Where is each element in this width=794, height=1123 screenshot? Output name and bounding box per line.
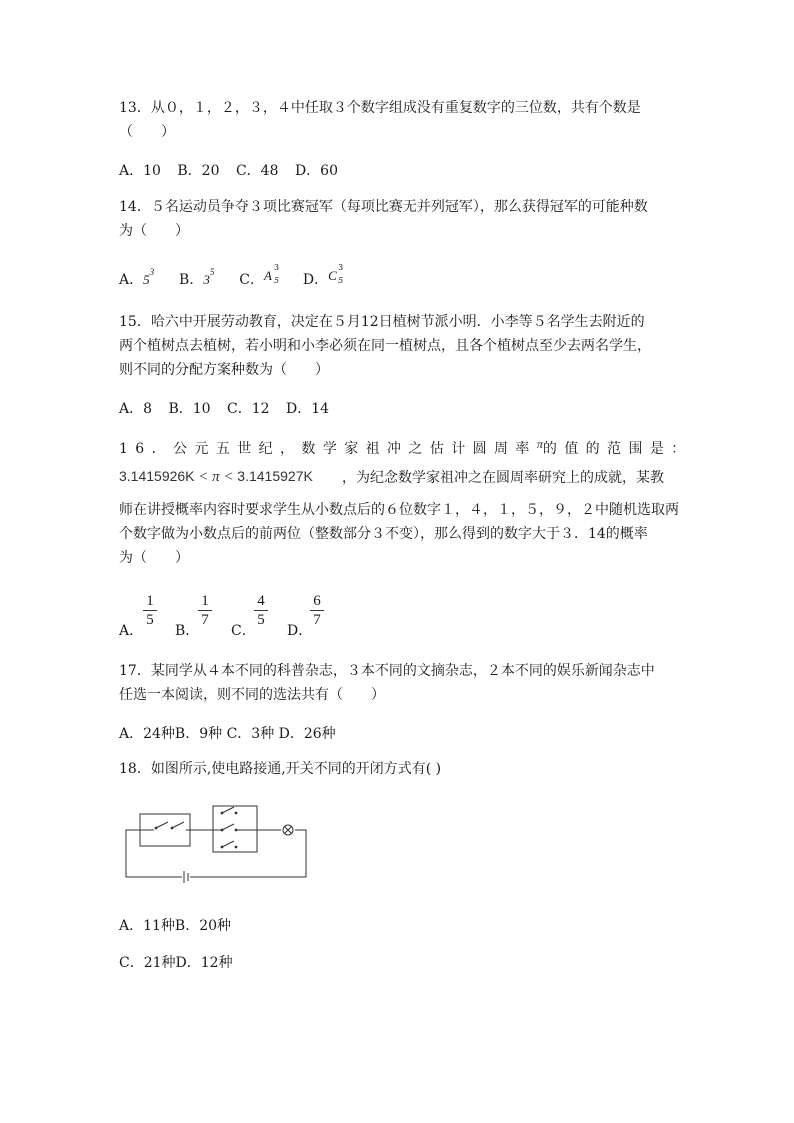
q16-option-b — [198, 592, 212, 629]
q14-option-b — [179, 267, 219, 288]
q14-option-b-exp: 5 — [209, 267, 215, 277]
q15-option-a: A．8 — [119, 401, 153, 417]
q16-stem-line1-start: 16．公元五世纪，数学家祖冲之估计圆周率 — [119, 441, 537, 457]
circuit-wire-left — [126, 830, 182, 877]
q16-ineq-right: 3.1415927K — [237, 468, 313, 484]
q14-option-c-permutation — [263, 263, 282, 288]
switch-pivot — [221, 829, 224, 832]
circuit-wire-right — [190, 830, 306, 877]
q16-option-b-denominator: 7 — [201, 612, 209, 628]
switch-pivot — [155, 827, 158, 830]
q15-option-c: C．12 — [227, 401, 270, 417]
q13-stem-line2: （ ） — [119, 124, 175, 140]
q15-option-b: B．10 — [168, 401, 211, 417]
q16-stem-line4: 个数字做为小数点后的前两位（整数部分３不变），那么得到的数字大于３．14的概率 — [119, 526, 648, 542]
q16-option-a — [143, 592, 157, 629]
q16-option-a-label: A． — [119, 623, 144, 639]
q14-option-d-label: D． — [302, 272, 329, 288]
q14-option-c-sub: 5 — [273, 276, 280, 285]
q16-option-a-numerator: 1 — [143, 592, 157, 611]
q16-stem-line1 — [119, 434, 693, 459]
q15-stem-line1: 15．哈六中开展劳动教育，决定在５月12日植树节派小明．小李等５名学生去附近的 — [119, 314, 645, 330]
q16-pi-symbol: π — [536, 437, 543, 451]
q16-option-c — [254, 592, 268, 629]
switch-2b-blade — [222, 824, 234, 830]
q16-option-b-numerator: 1 — [198, 592, 212, 611]
q14-option-c-sup: 3 — [273, 263, 280, 272]
switch-1b-blade — [172, 822, 184, 828]
q14-option-c-symbol: A — [263, 268, 272, 283]
switch-pivot — [221, 812, 224, 815]
q14-options — [119, 263, 346, 289]
q13-option-c: C．48 — [235, 163, 279, 179]
q16-stem-line2: ，为纪念数学家祖冲之在圆周率研究上的成就，某教 — [342, 470, 664, 486]
q16-option-c-numerator: 4 — [254, 592, 268, 611]
q16-option-b-label: B． — [175, 623, 200, 639]
switch-contact — [235, 829, 238, 832]
switch-2c-blade — [222, 841, 234, 847]
q15-stem-line3: 则不同的分配方案种数为（ ） — [119, 362, 329, 378]
q18-stem-line1: 18．如图所示,使电路接通,开关不同的开闭方式有( ) — [119, 761, 442, 777]
q17-stem-line2: 任选一本阅读，则不同的选法共有（ ） — [119, 687, 385, 703]
q18-options-row2: C．21种D．12种 — [119, 955, 233, 971]
q16-option-a-denominator: 5 — [146, 612, 154, 628]
q14-option-d-symbol: C — [328, 268, 337, 283]
switch-2a-blade — [222, 807, 234, 813]
q15-stem-line2: 两个植树点去植树，若小明和小李必须在同一植树点，且各个植树点至少去两名学生， — [119, 338, 651, 354]
q17-stem-line1: 17．某同学从４本不同的科普杂志，３本不同的文摘杂志，２本不同的娱乐新闻杂志中 — [119, 663, 655, 679]
q13-option-b: B．20 — [177, 163, 220, 179]
q14-option-c-label: C． — [239, 272, 264, 288]
q13-stem-line1: 13．从０，１，２，３，４中任取３个数字组成没有重复数字的三位数，共有个数是 — [119, 100, 641, 116]
q14-option-d-sup: 3 — [338, 263, 344, 272]
q15-option-d: D．14 — [286, 401, 330, 417]
q16-pi-inequality — [119, 468, 313, 486]
q16-stem-line1-end: 的值的范围是： — [542, 441, 693, 457]
q15-options — [119, 398, 341, 418]
q13-option-a: A．10 — [119, 163, 161, 179]
q16-ineq-left: 3.1415926K — [119, 468, 195, 484]
switch-pivot — [171, 827, 174, 830]
q18-options-row1: A．11种B．20种 — [119, 918, 232, 934]
q14-option-c — [239, 263, 286, 288]
q16-option-d — [310, 592, 324, 629]
q14-option-b-label: B． — [179, 272, 204, 288]
switch-1a-blade — [156, 822, 168, 828]
q14-option-a-base: 5 — [143, 272, 150, 287]
switch-contact — [235, 846, 238, 849]
switch-pivot — [221, 846, 224, 849]
q16-option-d-numerator: 6 — [310, 592, 324, 611]
q16-option-d-label: D． — [287, 623, 313, 639]
q17-options: A．24种B．9种 C．3种 D．26种 — [119, 726, 336, 742]
circuit-diagram — [118, 800, 318, 888]
q16-option-c-label: C． — [231, 623, 256, 639]
q14-stem-line2: 为（ ） — [119, 223, 189, 239]
q14-option-a — [119, 267, 159, 288]
q14-option-b-base: 3 — [203, 272, 210, 287]
q16-stem-line5: 为（ ） — [119, 550, 189, 566]
q14-option-d-sub: 5 — [338, 276, 344, 285]
q14-option-a-exp: 3 — [149, 267, 155, 277]
q14-option-d — [302, 263, 346, 288]
q13-options — [119, 160, 350, 180]
q16-option-c-denominator: 5 — [257, 612, 265, 628]
q14-option-a-label: A． — [119, 272, 144, 288]
switch-contact — [235, 812, 238, 815]
q16-ineq-mid: < π < — [194, 469, 238, 485]
q16-option-d-denominator: 7 — [313, 612, 321, 628]
q14-stem-line1: 14．５名运动员争夺３项比赛冠军（每项比赛无并列冠军），那么获得冠军的可能种数 — [119, 199, 648, 215]
q16-stem-line3: 师在讲授概率内容时要求学生从小数点后的６位数字１，４，１，５，９，２中随机选取两 — [119, 502, 679, 518]
q14-option-d-combination — [328, 263, 346, 288]
q13-option-d: D．60 — [294, 163, 338, 179]
